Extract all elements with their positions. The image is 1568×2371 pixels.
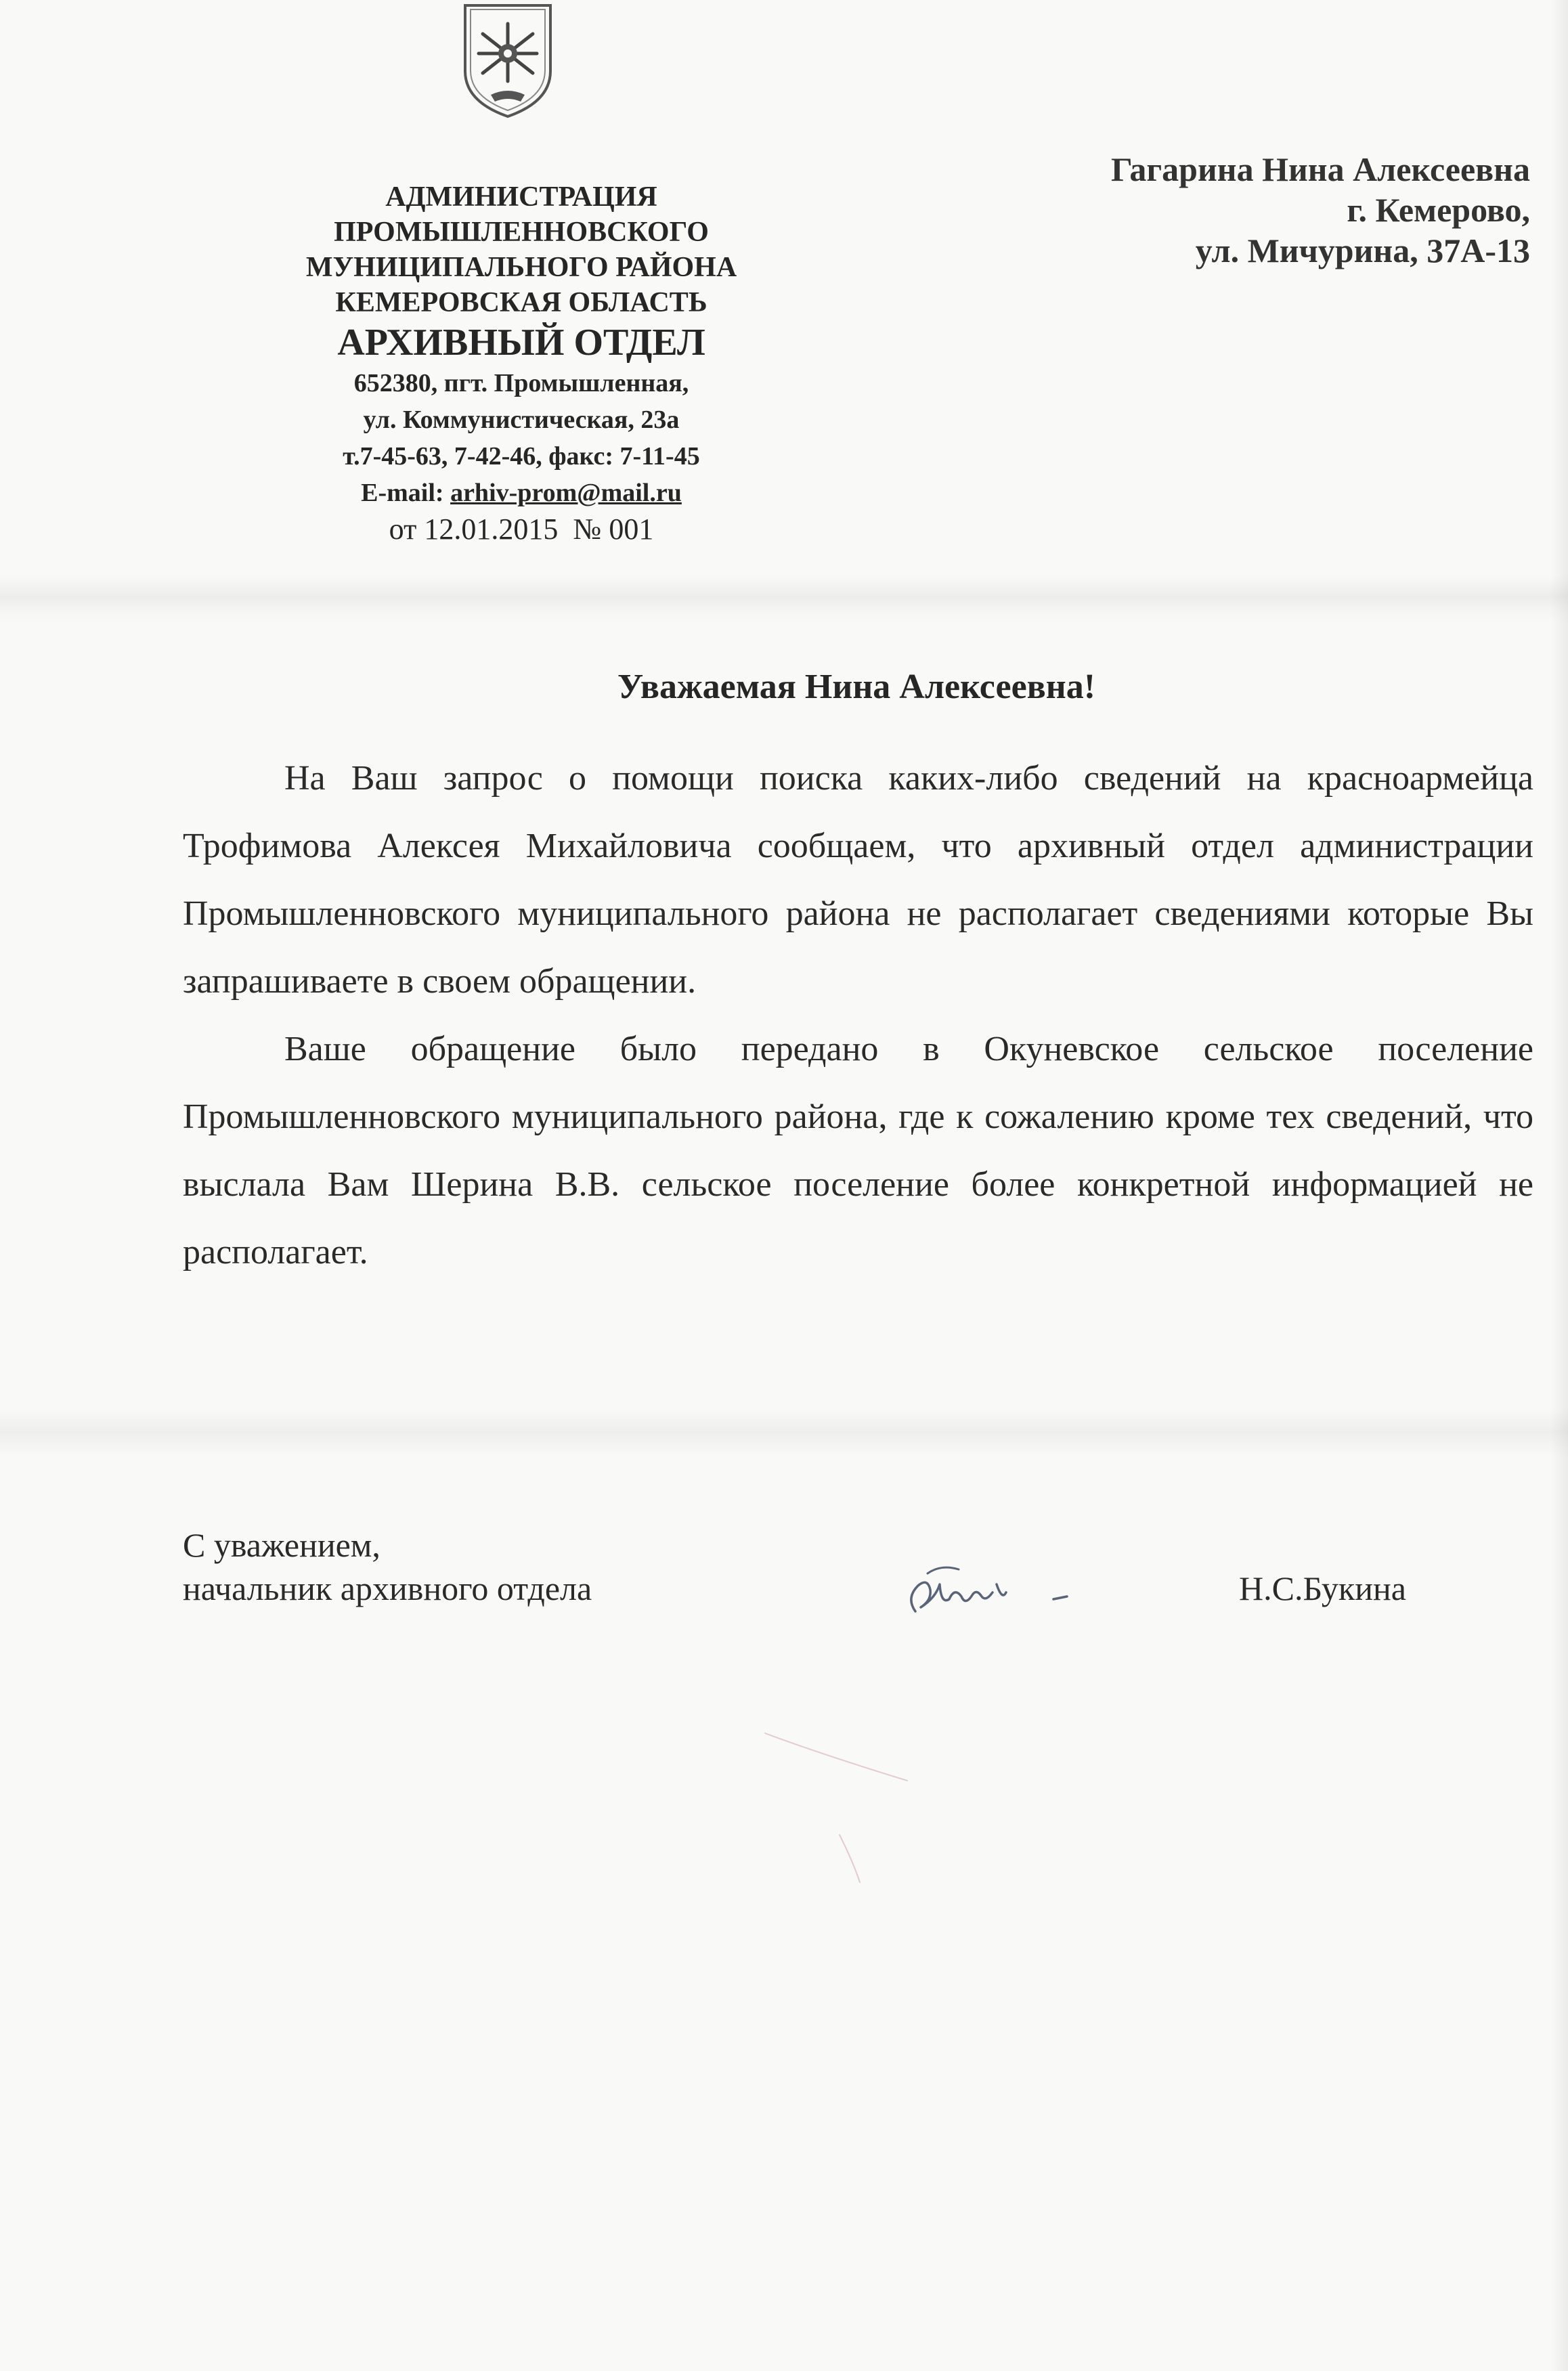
sender-email-line <box>223 475 819 511</box>
stray-pen-mark-small <box>833 1828 873 1889</box>
scan-shadow-edge <box>1550 0 1568 2371</box>
sender-phones: т.7-45-63, 7-42-46, факс: 7-11-45 <box>343 442 700 471</box>
registration-number-sign: № <box>573 513 602 546</box>
stray-pen-mark <box>758 1720 921 1801</box>
body-paragraph-1: На Ваш запрос о помощи поиска каких-либо сведений на красноармейца Трофимова Алексея Михайловича сообщаем, что архивный отдел администрации Промышленновского муниципального района не располагает сведениями которые Вы запрашиваете в своем обращении. <box>183 759 1533 1001</box>
addressee-name: Гагарина Нина Алексеевна <box>1111 150 1530 188</box>
addressee-city: г. Кемерово, <box>1347 191 1530 229</box>
sender-header <box>223 179 819 548</box>
signatory-position: начальник архивного отдела <box>183 1569 592 1607</box>
coat-of-arms-emblem <box>450 0 565 122</box>
paper-fold-upper <box>0 575 1568 623</box>
closing-regards: С уважением, <box>183 1526 380 1564</box>
department-title: АРХИВНЫЙ ОТДЕЛ <box>337 322 705 364</box>
registration-number: 001 <box>609 513 654 546</box>
handwritten-signature <box>900 1557 1104 1632</box>
email-label: E-mail: <box>361 479 444 507</box>
registration-prefix: от <box>389 513 417 546</box>
closing-block <box>183 1523 592 1610</box>
sender-address-line-1: 652380, пгт. Промышленная, <box>353 369 689 397</box>
addressee-street: ул. Мичурина, 37А-13 <box>1195 232 1530 269</box>
body-paragraph-2: Ваше обращение было передано в Окуневское сельское поселение Промышленновского муниципального района, где к сожалению кроме тех сведений, что выслала Вам Шерина В.В. сельское поселение более конкретной информацией не располагает. <box>183 1030 1533 1271</box>
header-line-region: КЕМЕРОВСКАЯ ОБЛАСТЬ <box>335 287 707 318</box>
header-line-municipal-district: МУНИЦИПАЛЬНОГО РАЙОНА <box>305 252 737 283</box>
registration-line <box>223 511 819 548</box>
addressee-block <box>948 149 1530 271</box>
sender-address-line-2: ул. Коммунистическая, 23а <box>363 406 680 434</box>
header-line-administration: АДМИНИСТРАЦИЯ <box>385 181 657 213</box>
header-line-district-name: ПРОМЫШЛЕННОВСКОГО <box>334 217 709 248</box>
letter-body <box>183 745 1533 1286</box>
signatory-name: Н.С.Букина <box>1239 1569 1406 1607</box>
letter-greeting: Уважаемая Нина Алексеевна! <box>617 668 1096 706</box>
registration-date: 12.01.2015 <box>424 513 559 546</box>
paper-fold-lower <box>0 1408 1568 1456</box>
email-link[interactable]: arhiv-prom@mail.ru <box>450 479 682 507</box>
